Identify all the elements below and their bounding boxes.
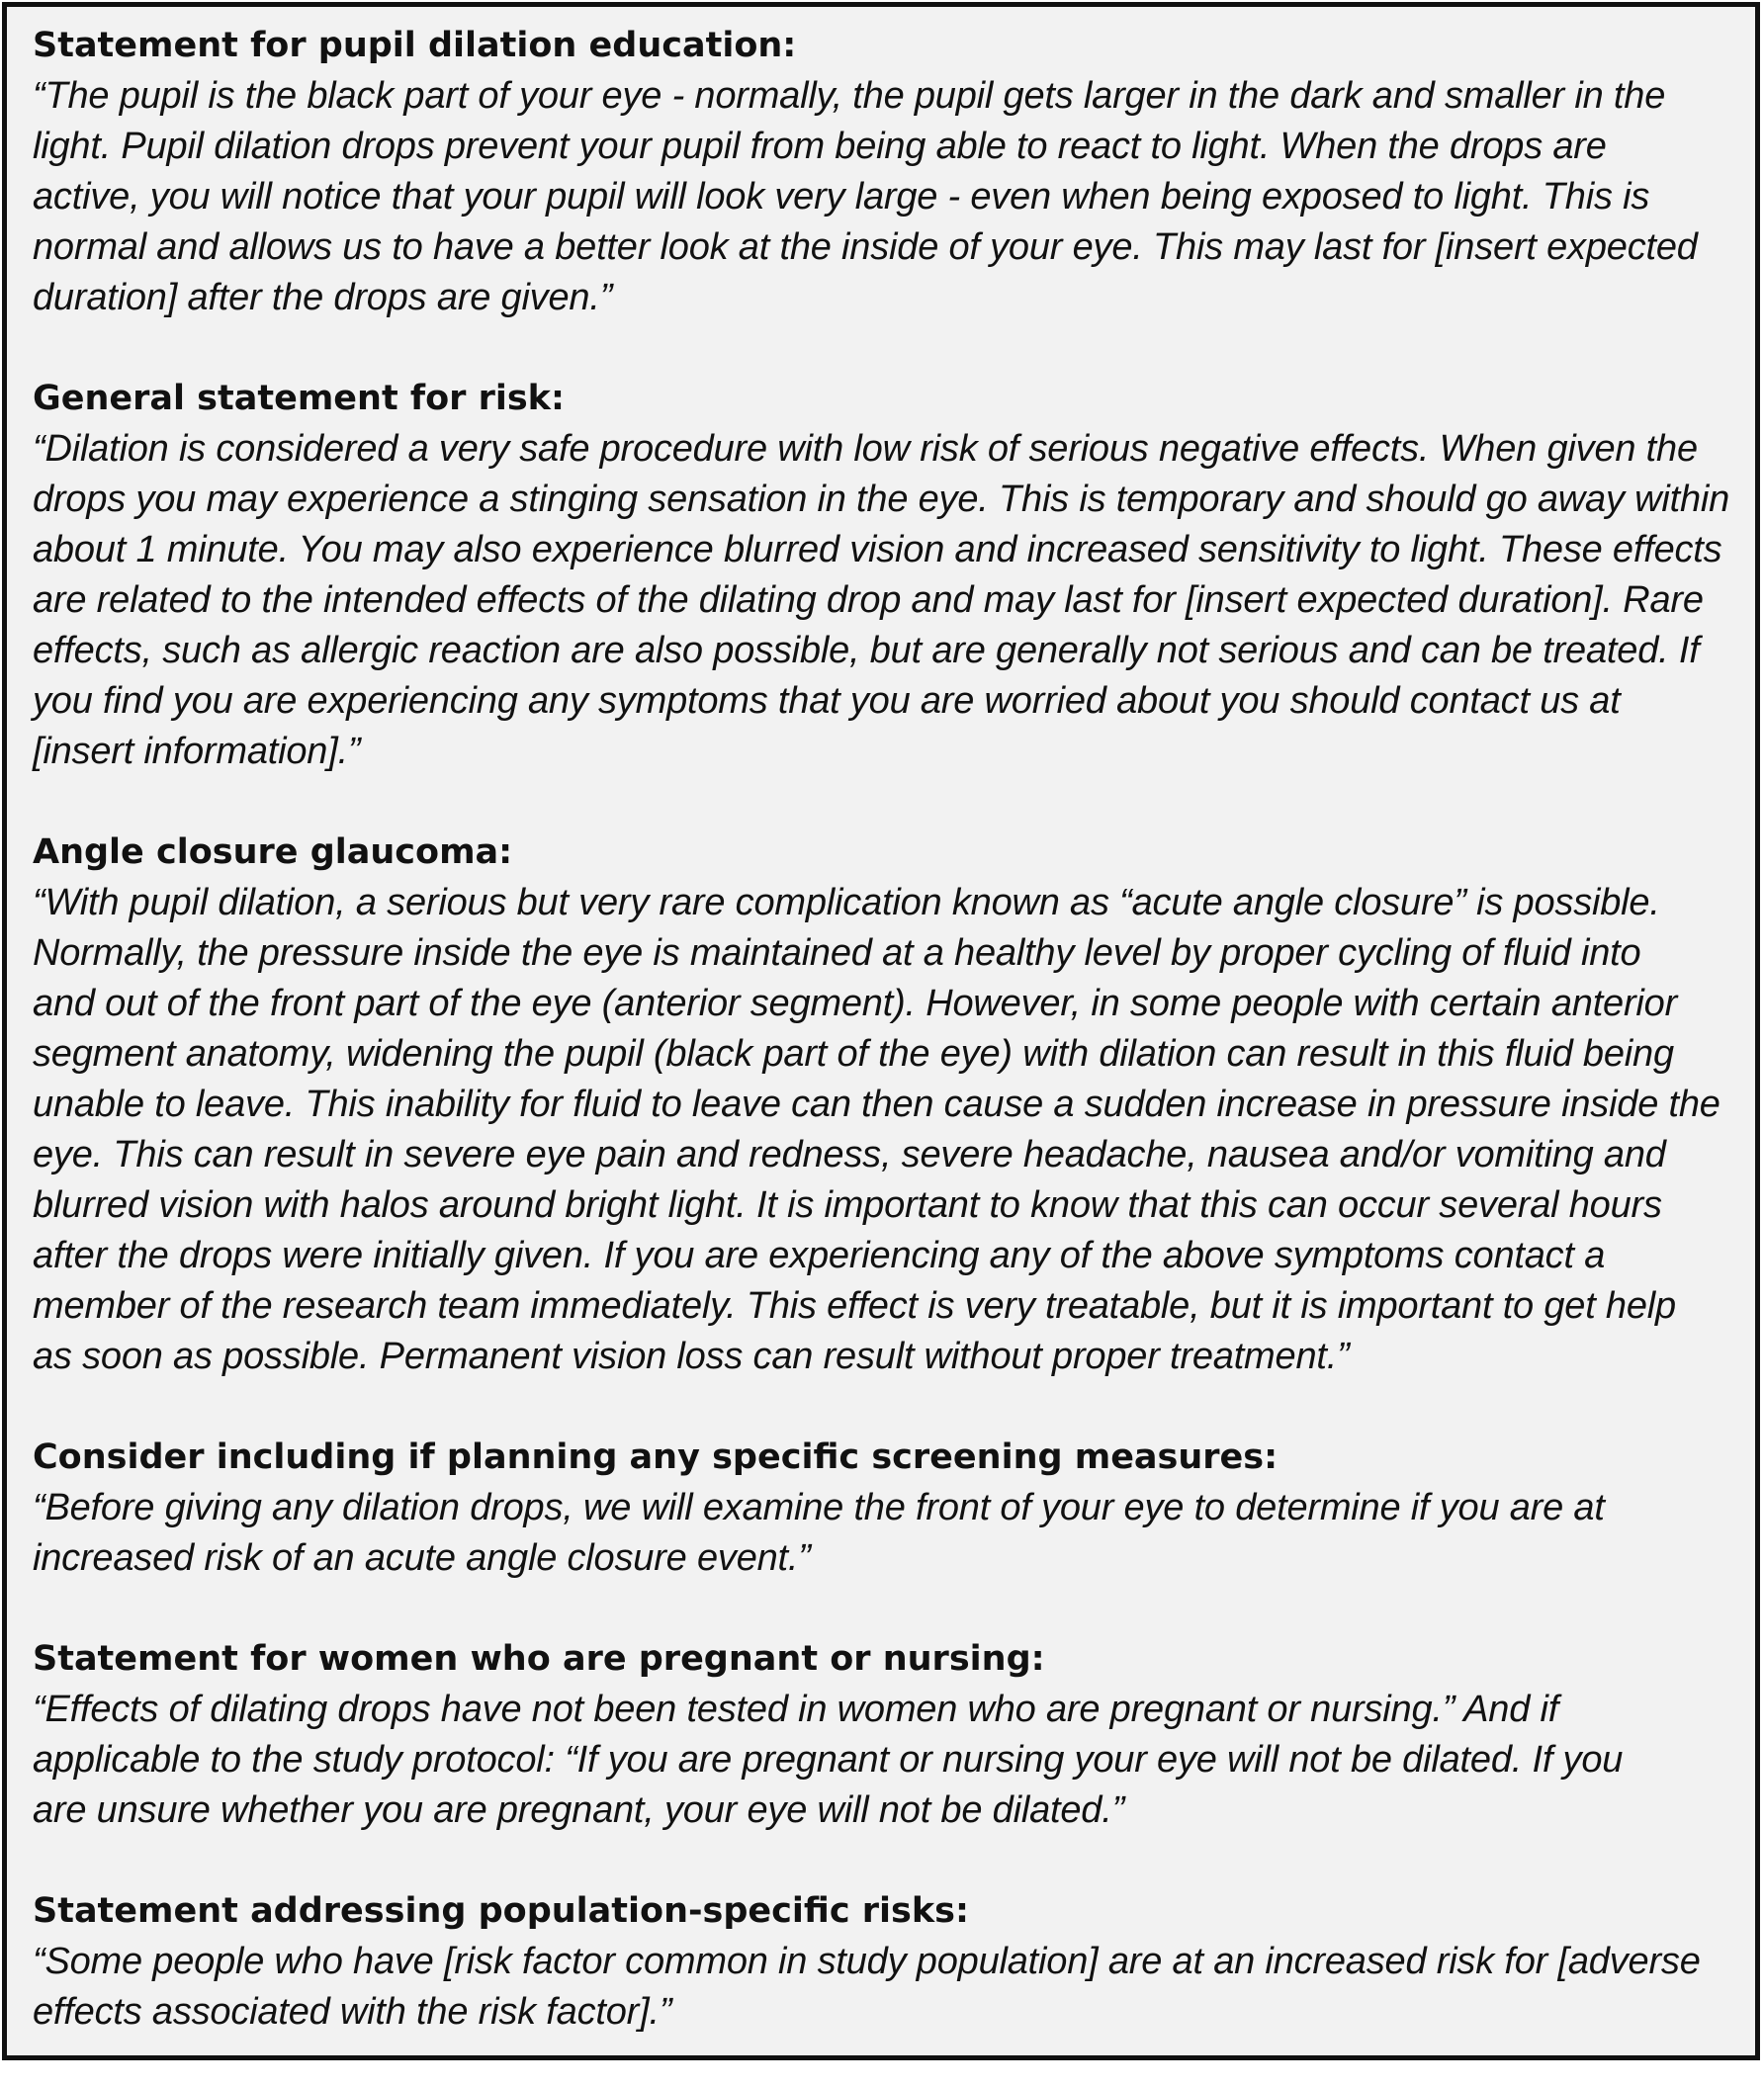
section-pregnant-or-nursing bbox=[33, 1634, 1753, 1836]
body-line: are related to the intended effects of the dilating drop and may last for [insert expected duration]. Rare bbox=[33, 579, 1704, 621]
body-line: segment anatomy, widening the pupil (black part of the eye) with dilation can result in this fluid being bbox=[33, 1033, 1674, 1075]
body-line: [insert information].” bbox=[33, 731, 361, 772]
body-line: Normally, the pressure inside the eye is maintained at a healthy level by proper cycling of fluid into bbox=[33, 932, 1641, 974]
body-line: effects, such as allergic reaction are also possible, but are generally not serious and can be treated. If bbox=[33, 630, 1700, 671]
body-line: blurred vision with halos around bright light. It is important to know that this can occur several hours bbox=[33, 1184, 1662, 1226]
section-general-risk bbox=[33, 374, 1753, 777]
section-pupil-dilation-education bbox=[33, 21, 1753, 323]
body-line: “With pupil dilation, a serious but very rare complication known as “acute angle closure” is possible. bbox=[33, 882, 1660, 923]
document-frame bbox=[2, 2, 1760, 2060]
section-heading: Statement addressing population-specific risks: bbox=[33, 1891, 969, 1931]
body-line: increased risk of an acute angle closure event.” bbox=[33, 1537, 811, 1579]
body-line: you find you are experiencing any symptoms that you are worried about you should contact us at bbox=[33, 680, 1621, 722]
section-heading: Angle closure glaucoma: bbox=[33, 832, 513, 872]
section-population-specific-risks bbox=[33, 1886, 1753, 2038]
body-line: “Dilation is considered a very safe procedure with low risk of serious negative effects. When given the bbox=[33, 428, 1698, 470]
section-angle-closure-glaucoma bbox=[33, 827, 1753, 1382]
body-line: “Effects of dilating drops have not been tested in women who are pregnant or nursing.” And if bbox=[33, 1689, 1559, 1730]
body-line: light. Pupil dilation drops prevent your pupil from being able to react to light. When the drops are bbox=[33, 126, 1607, 167]
body-line: effects associated with the risk factor].” bbox=[33, 1991, 672, 2033]
body-line: active, you will notice that your pupil will look very large - even when being exposed to light. This is bbox=[33, 176, 1650, 218]
body-line: after the drops were initially given. If you are experiencing any of the above symptoms contact a bbox=[33, 1235, 1606, 1276]
body-line: drops you may experience a stinging sensation in the eye. This is temporary and should go away within bbox=[33, 478, 1730, 520]
body-line: unable to leave. This inability for fluid to leave can then cause a sudden increase in pressure inside the bbox=[33, 1084, 1720, 1125]
section-screening-measures bbox=[33, 1433, 1753, 1584]
section-heading: Statement for pupil dilation education: bbox=[33, 26, 797, 65]
body-line: normal and allows us to have a better look at the inside of your eye. This may last for [insert expected bbox=[33, 226, 1698, 268]
body-line: as soon as possible. Permanent vision loss can result without proper treatment.” bbox=[33, 1336, 1350, 1377]
body-line: “Some people who have [risk factor common in study population] are at an increased risk for [adverse bbox=[33, 1941, 1701, 1982]
body-line: about 1 minute. You may also experience blurred vision and increased sensitivity to light. These effects bbox=[33, 529, 1722, 570]
body-line: “The pupil is the black part of your eye - normally, the pupil gets larger in the dark and smaller in the bbox=[33, 75, 1666, 117]
document-content bbox=[33, 21, 1753, 2088]
body-line: duration] after the drops are given.” bbox=[33, 277, 613, 318]
body-line: are unsure whether you are pregnant, your eye will not be dilated.” bbox=[33, 1789, 1125, 1831]
body-line: applicable to the study protocol: “If you are pregnant or nursing your eye will not be dilated. If you bbox=[33, 1739, 1624, 1781]
body-line: member of the research team immediately. This effect is very treatable, but it is important to get help bbox=[33, 1285, 1676, 1327]
body-line: eye. This can result in severe eye pain and redness, severe headache, nausea and/or vomiting and bbox=[33, 1134, 1666, 1175]
body-line: “Before giving any dilation drops, we will examine the front of your eye to determine if you are at bbox=[33, 1487, 1605, 1528]
section-heading: Statement for women who are pregnant or nursing: bbox=[33, 1639, 1045, 1679]
body-line: and out of the front part of the eye (anterior segment). However, in some people with certain anterior bbox=[33, 983, 1678, 1024]
section-heading: Consider including if planning any specific screening measures: bbox=[33, 1437, 1279, 1477]
section-heading: General statement for risk: bbox=[33, 379, 565, 418]
